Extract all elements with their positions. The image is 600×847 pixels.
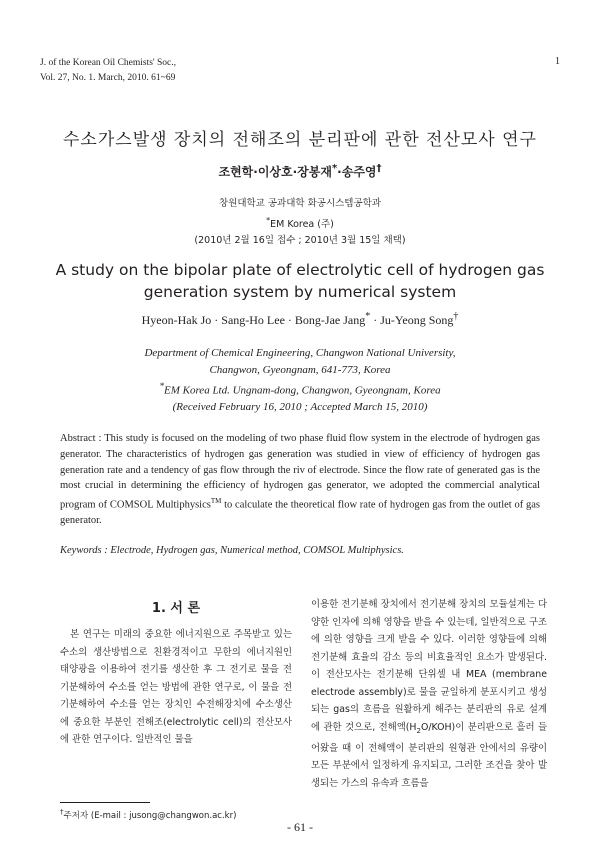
korean-author-mark-2: †	[376, 163, 382, 174]
english-title	[0, 259, 600, 303]
abstract-text-a: This study is focused on the modeling of two phase fluid flow system in the electrode of hydrogen gas generator. The characteristics of hydrogen gas generation was studied in view of efficiency of hydrogen gas generation rate and a tendency of gas flow through the riv of electrode. Since the flow rate of generated gas is the most crucial in determining the efficiency of hydrogen gas generator, we adopted the commercial analytical program of COMSOL Multiphysics	[60, 433, 540, 511]
korean-title: 수소가스발생 장치의 전해조의 분리판에 관한 전산모사 연구	[63, 130, 537, 150]
korean-authors-tail: ·송주영	[337, 165, 377, 179]
journal-line-1: J. of the Korean Oil Chemists' Soc.,	[40, 58, 177, 68]
footnote	[60, 807, 236, 821]
footnote-rule	[60, 802, 150, 803]
korean-affiliation-1: 창원대학교 공과대학 화공시스템공학과	[218, 198, 382, 209]
right-column-text-b: O/KOH)이 분리판으로 흘러 들어왔을 때 이 전해액이 분리판의 원형관 안에서의 유량이 모든 부분에서 일정하게 유지되고, 그러한 조건을 찾아 발생되는 가스의 유속과 흐름을	[311, 721, 547, 789]
english-title-line-2: generation system by numerical system	[143, 283, 457, 301]
section-heading-introduction: 1. 서 론	[151, 601, 201, 616]
korean-dates: (2010년 2월 16일 접수 ; 2010년 3월 15일 채택)	[194, 235, 406, 247]
korean-author-mark-1: *	[331, 163, 338, 174]
english-authors-main: Hyeon-Hak Jo · Sang-Ho Lee · Bong-Jae Jang	[141, 313, 366, 327]
abstract	[60, 431, 540, 529]
introduction-right-column	[311, 596, 547, 792]
english-affiliations	[0, 345, 600, 416]
english-affiliation-mark: *	[159, 381, 164, 391]
page-number-footer: - 61 -	[287, 820, 313, 834]
right-column-text-a: 이용한 전기분해 장치에서 전기분해 장치의 모듈설계는 다양한 인자에 의해 영향을 받을 수 있는데, 일반적으로 구조에 의한 영향을 크게 받을 수 있다. 이러한 영향들에 의해 전기분해 효율의 감소 등의 비효율적인 요소가 발생된다. 이 전산모사는 전기분해 단위셀 내 MEA (membrane electrode assembly)로 물을 균일하게 분포시키고 생성되는 gas의 흐름을 원활하게 해주는 분리판의 유로 설계에 관한 것으로, 전해액(H	[311, 599, 547, 733]
abstract-text-b: to calculate the theoretical flow rate of hydrogen gas from the outlet of gas generator.	[60, 499, 540, 527]
korean-affiliations	[0, 196, 600, 250]
subscript-2: 2	[416, 726, 421, 735]
abstract-label: Abstract :	[60, 433, 102, 444]
introduction-left-column: 본 연구는 미래의 중요한 에너지원으로 주목받고 있는 수소의 생산방법으로 친환경적이고 무한의 에너지원인 태양광을 이용하여 전기를 생산한 후 그 전기로 물을 전기분해하여 수소를 얻는 방법에 관한 연구로, 이 물을 전기분해하여 수소를 얻는 장치인 수전해장치에 수소생산에 중요한 부분인 전해조(electrolytic cell)의 전산모사에 관한 연구이다. 일반적인 물을	[60, 629, 292, 745]
trademark-mark: TM	[210, 497, 222, 506]
english-author-mark-2: †	[453, 311, 459, 322]
english-affiliation-line-3	[0, 378, 600, 399]
footnote-mark: †	[60, 807, 64, 816]
english-affiliation-line-1: Department of Chemical Engineering, Changwon National University,	[144, 347, 456, 359]
korean-affiliation-2	[0, 213, 600, 234]
korean-affiliation-mark: *	[266, 215, 271, 225]
english-authors	[0, 311, 600, 328]
korean-authors	[0, 163, 600, 180]
english-authors-tail: · Ju-Yeong Song	[370, 313, 454, 327]
footnote-text: 주저자 (E-mail : jusong@changwon.ac.kr)	[63, 810, 237, 821]
page-number-top: 1	[555, 56, 560, 67]
korean-affiliation-2-text: EM Korea (주)	[270, 218, 334, 230]
keywords: Keywords : Electrode, Hydrogen gas, Numerical method, COMSOL Multiphysics.	[60, 545, 404, 556]
english-author-mark-1: *	[365, 311, 371, 322]
journal-line-2: Vol. 27, No. 1. March, 2010. 61~69	[40, 73, 176, 83]
english-title-line-1: A study on the bipolar plate of electrolytic cell of hydrogen gas	[55, 261, 545, 279]
english-affiliation-line-3-text: EM Korea Ltd. Ungnam-dong, Changwon, Gyeongnam, Korea	[163, 384, 441, 397]
english-affiliation-line-2: Changwon, Gyeongnam, 641-773, Korea	[209, 363, 391, 376]
korean-authors-main: 조현학·이상호·장봉재	[218, 165, 332, 179]
journal-citation	[40, 56, 176, 86]
received-dates: (Received February 16, 2010 ; Accepted March 15, 2010)	[172, 401, 428, 414]
